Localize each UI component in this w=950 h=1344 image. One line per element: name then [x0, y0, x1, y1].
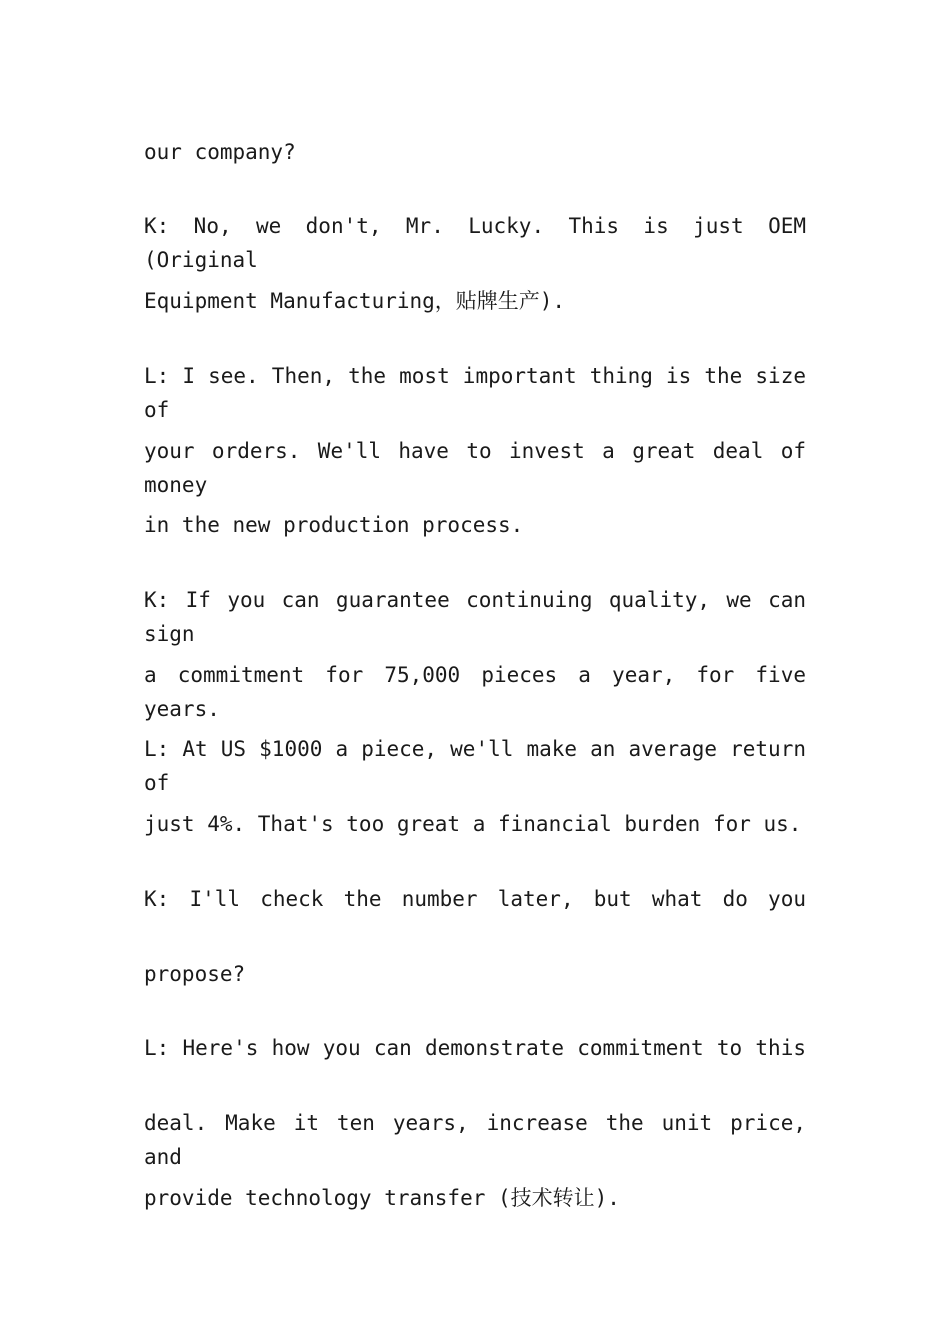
text-line: K: If you can guarantee continuing quality, we can sign [144, 588, 806, 646]
text-line: your orders. We'll have to invest a great deal of money [144, 439, 806, 497]
text-line: L: I see. Then, the most important thing is the size of [144, 364, 806, 422]
text-line: L: At US $1000 a piece, we'll make an average return of [144, 737, 806, 795]
text-line: provide technology transfer (技术转让). [144, 1186, 620, 1210]
text-line: K: I'll check the number later, but what do you [144, 887, 806, 911]
text-line: just 4%. That's too great a financial burden for us. [144, 812, 802, 836]
text-line: our company? [144, 140, 296, 164]
text-line: deal. Make it ten years, increase the unit price, and [144, 1111, 806, 1169]
text-line: K: No, we don't, Mr. Lucky. This is just OEM (Original [144, 214, 806, 272]
text-line: a commitment for 75,000 pieces a year, for five years. [144, 663, 806, 721]
text-line: propose? [144, 962, 246, 986]
text-line: in the new production process. [144, 513, 524, 537]
text-line: Equipment Manufacturing，贴牌生产). [144, 289, 566, 313]
text-line: L: Here's how you can demonstrate commitment to this [144, 1036, 806, 1060]
